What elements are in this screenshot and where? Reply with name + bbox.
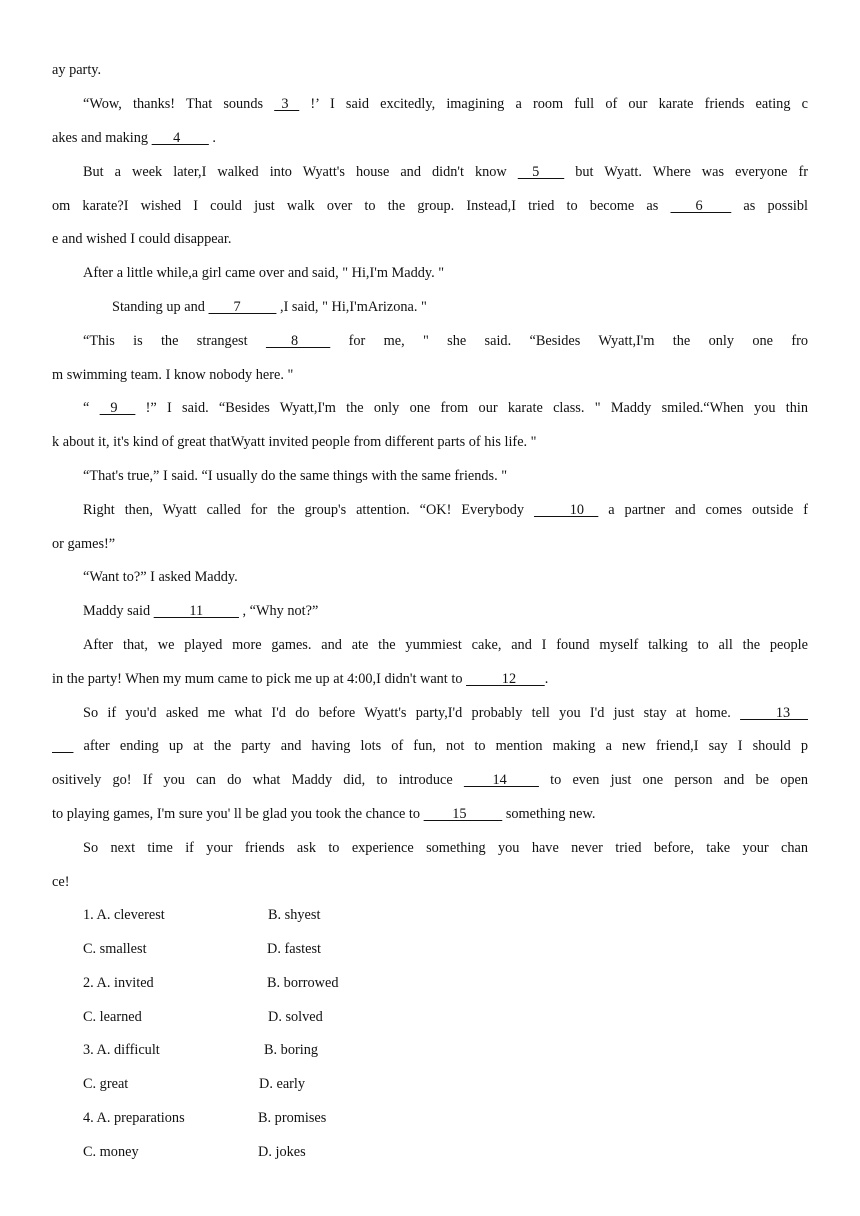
- passage-line-3: akes and making 4 .: [52, 130, 216, 146]
- passage-line-22: ositively go! If you can do what Maddy did, to introduce 14 to even just one person and be open: [52, 772, 808, 788]
- blank-14: 14: [463, 772, 539, 788]
- blank-4: 4: [151, 130, 209, 146]
- blank-13-continued: [52, 737, 73, 755]
- passage-line-4: But a week later,I walked into Wyatt's house and didn't know 5 but Wyatt. Where was everyone fr: [83, 164, 808, 180]
- passage-line-1: ay party.: [52, 62, 102, 78]
- passage-line-16: “Want to?” I asked Maddy.: [83, 569, 238, 585]
- option-4a: 4. A. preparations: [83, 1110, 185, 1126]
- option-4c: C. money: [83, 1144, 139, 1160]
- passage-line-20: So if you'd asked me what I'd do before Wyatt's party,I'd probably tell you I'd just stay at home. 13: [83, 705, 808, 721]
- option-4d: D. jokes: [258, 1144, 306, 1160]
- option-1b: B. shyest: [268, 907, 321, 923]
- blank-7: 7: [208, 299, 277, 315]
- passage-line-11: “ 9 !” I said. “Besides Wyatt,I'm the only one from our karate class. " Maddy smiled.“When you thin: [83, 400, 809, 416]
- blank-9: 9: [99, 400, 136, 416]
- option-3c: C. great: [83, 1076, 129, 1092]
- option-2c: C. learned: [83, 1009, 142, 1025]
- blank-13: 13: [740, 705, 808, 721]
- passage-line-9: “This is the strangest 8 for me, " she said. “Besides Wyatt,I'm the only one fro: [83, 333, 808, 349]
- blank-5: 5: [517, 164, 565, 180]
- passage-line-8: Standing up and 7 ,I said, " Hi,I'mArizona. ": [112, 299, 427, 315]
- option-4b: B. promises: [258, 1110, 327, 1126]
- passage-line-14: Right then, Wyatt called for the group's attention. “OK! Everybody 10 a partner and comes outside f: [83, 502, 808, 518]
- blank-12: 12: [466, 671, 545, 687]
- blank-3: 3: [274, 96, 300, 112]
- passage-line-2: “Wow, thanks! That sounds 3 !’ I said excitedly, imagining a room full of our karate friends eating c: [83, 96, 808, 112]
- option-2b: B. borrowed: [267, 975, 339, 991]
- passage-line-15: or games!”: [52, 536, 116, 552]
- option-1c: C. smallest: [83, 941, 147, 957]
- passage-line-21: after ending up at the party and having lots of fun, not to mention making a new friend,I say I should p: [52, 737, 808, 755]
- option-3a: 3. A. difficult: [83, 1042, 160, 1058]
- option-3b: B. boring: [264, 1042, 319, 1058]
- passage-line-7: After a little while,a girl came over and said, " Hi,I'm Maddy. ": [83, 265, 445, 281]
- blank-8: 8: [265, 333, 331, 349]
- passage-line-23: to playing games, I'm sure you' ll be glad you took the chance to 15 something new.: [52, 806, 596, 822]
- passage-line-6: e and wished I could disappear.: [52, 231, 232, 247]
- option-2d: D. solved: [268, 1009, 323, 1025]
- passage-line-12: k about it, it's kind of great thatWyatt invited people from different parts of his life. ": [52, 434, 537, 450]
- passage-line-18: After that, we played more games. and ate the yummiest cake, and I found myself talking to all the people: [83, 637, 808, 653]
- passage-line-17: Maddy said 11 , “Why not?”: [83, 603, 319, 619]
- passage-line-5: om karate?I wished I could just walk over to the group. Instead,I tried to become as 6 as possibl: [52, 198, 809, 214]
- blank-10: 10: [533, 502, 599, 518]
- passage-line-13: “That's true,” I said. “I usually do the same things with the same friends. ": [83, 468, 508, 484]
- blank-6: 6: [670, 198, 732, 214]
- option-3d: D. early: [259, 1076, 306, 1092]
- passage-line-24: So next time if your friends ask to experience something you have never tried before, take your chan: [83, 840, 808, 856]
- passage-line-10: m swimming team. I know nobody here. ": [52, 367, 294, 383]
- option-2a: 2. A. invited: [83, 975, 154, 991]
- passage-line-25: ce!: [52, 874, 70, 890]
- option-1d: D. fastest: [267, 941, 321, 957]
- option-1a: 1. A. cleverest: [83, 907, 165, 923]
- passage-line-19: in the party! When my mum came to pick me up at 4:00,I didn't want to 12 .: [52, 671, 549, 687]
- blank-11: 11: [153, 603, 239, 619]
- blank-15: 15: [423, 806, 503, 822]
